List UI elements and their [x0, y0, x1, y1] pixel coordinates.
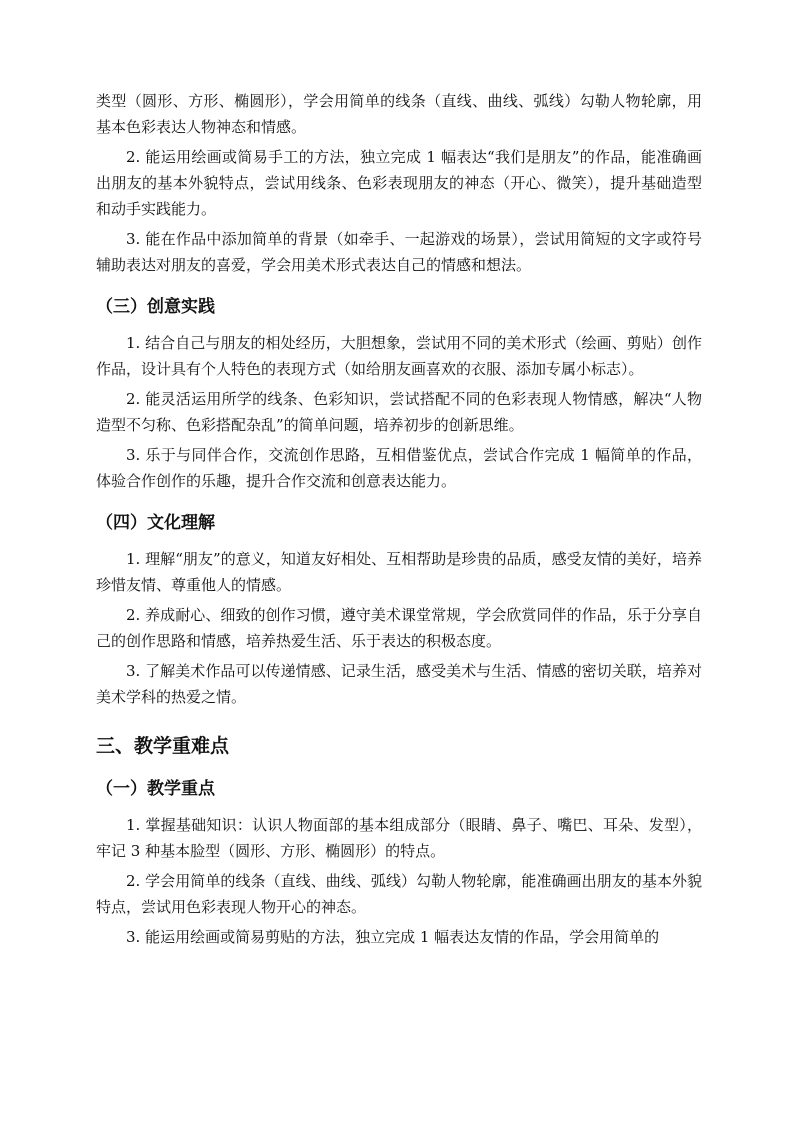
culture-paragraph-3: 3. 了解美术作品可以传递情感、记录生活，感受美术与生活、情感的密切关联，培养对美术学科的热爱之情。	[96, 662, 702, 706]
culture-paragraph-2: 2. 养成耐心、细致的创作习惯，遵守美术课堂常规，学会欣赏同伴的作品，乐于分享自己的创作思路和情感，培养热爱生活、乐于表达的积极态度。	[96, 606, 702, 650]
focus-paragraph-1: 1. 掌握基础知识：认识人物面部的基本组成部分（眼睛、鼻子、嘴巴、耳朵、发型），牢记 3 种基本脸型（圆形、方形、椭圆形）的特点。	[96, 816, 702, 860]
creative-paragraph-3: 3. 乐于与同伴合作，交流创作思路，互相借鉴优点，尝试合作完成 1 幅简单的作品，体验合作创作的乐趣，提升合作交流和创意表达能力。	[96, 446, 702, 490]
culture-paragraph-1: 1. 理解“朋友”的意义，知道友好相处、互相帮助是珍贵的品质，感受友情的美好，培养珍惜友情、尊重他人的情感。	[96, 550, 702, 594]
creative-paragraph-2: 2. 能灵活运用所学的线条、色彩知识，尝试搭配不同的色彩表现人物情感，解决“人物造型不匀称、色彩搭配杂乱”的简单问题，培养初步的创新思维。	[96, 390, 702, 434]
focus-paragraph-2: 2. 学会用简单的线条（直线、曲线、弧线）勾勒人物轮廓，能准确画出朋友的基本外貌特点，尝试用色彩表现人物开心的神态。	[96, 872, 702, 916]
intro-paragraph-continued: 类型（圆形、方形、椭圆形），学会用简单的线条（直线、曲线、弧线）勾勒人物轮廓，用基本色彩表达人物神态和情感。	[96, 92, 702, 136]
focus-paragraph-3: 3. 能运用绘画或简易剪贴的方法，独立完成 1 幅表达友情的作品，学会用简单的	[126, 928, 660, 946]
intro-paragraph-2: 2. 能运用绘画或简易手工的方法，独立完成 1 幅表达“我们是朋友”的作品，能准确画出朋友的基本外貌特点，尝试用线条、色彩表现朋友的神态（开心、微笑），提升基础造型和动手实践能力。	[96, 148, 702, 218]
section-heading-creative-practice: （三）创意实践	[96, 297, 215, 317]
chapter-heading-key-difficulties: 三、教学重难点	[96, 735, 230, 757]
section-heading-cultural-understanding: （四）文化理解	[96, 513, 215, 533]
creative-paragraph-1: 1. 结合自己与朋友的相处经历，大胆想象，尝试用不同的美术形式（绘画、剪贴）创作作品，设计具有个人特色的表现方式（如给朋友画喜欢的衣服、添加专属小标志）。	[96, 334, 702, 378]
intro-paragraph-3: 3. 能在作品中添加简单的背景（如牵手、一起游戏的场景），尝试用简短的文字或符号辅助表达对朋友的喜爱，学会用美术形式表达自己的情感和想法。	[96, 230, 702, 274]
document-page	[96, 88, 702, 954]
section-heading-teaching-focus: （一）教学重点	[96, 779, 215, 799]
